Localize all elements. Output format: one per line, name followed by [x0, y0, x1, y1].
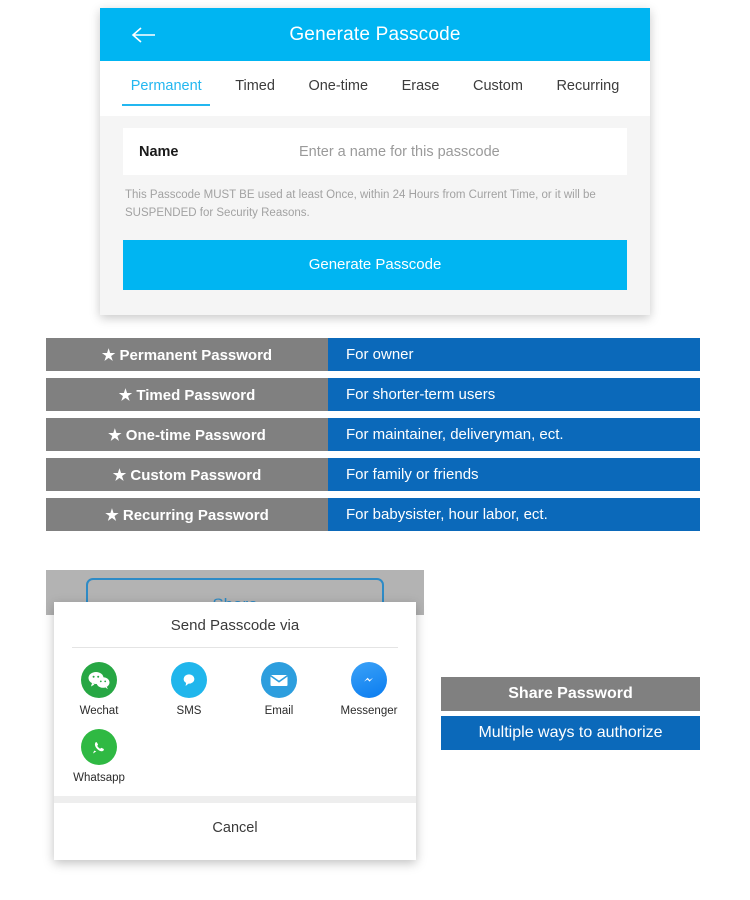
name-label: Name [139, 143, 179, 160]
tab-one-time[interactable]: One-time [308, 78, 369, 94]
generate-passcode-button[interactable]: Generate Passcode [123, 240, 627, 290]
name-field-row[interactable] [123, 128, 627, 175]
share-sheet [54, 602, 416, 860]
row-desc-label: For shorter-term users [328, 378, 700, 411]
share-target-whatsapp[interactable] [54, 729, 144, 784]
tab-erase[interactable]: Erase [401, 78, 440, 94]
share-captions [441, 677, 700, 750]
cancel-button[interactable]: Cancel [54, 803, 416, 853]
tab-permanent[interactable]: Permanent [114, 61, 218, 106]
messenger-icon [351, 662, 387, 698]
tab-timed[interactable]: Timed [235, 78, 275, 94]
row-desc-label: For family or friends [328, 458, 700, 491]
caption-title: Share Password [441, 677, 700, 711]
wechat-icon [81, 662, 117, 698]
row-type-label: ★ One-time Password [46, 418, 328, 451]
share-target-wechat[interactable] [54, 662, 144, 717]
table-row [46, 338, 700, 371]
email-icon [261, 662, 297, 698]
share-target-label: Whatsapp [73, 772, 125, 784]
row-type-label: ★ Custom Password [46, 458, 328, 491]
share-target-label: Messenger [340, 705, 398, 717]
name-input[interactable]: Enter a name for this passcode [299, 143, 500, 160]
phone-screenshot-card [100, 8, 650, 315]
table-row [46, 418, 700, 451]
back-arrow-icon[interactable] [130, 22, 156, 48]
row-type-label: ★ Timed Password [46, 378, 328, 411]
tab-custom[interactable]: Custom [472, 78, 523, 94]
share-target-email[interactable] [234, 662, 324, 717]
sms-icon [171, 662, 207, 698]
share-target-label: Email [264, 705, 294, 717]
row-type-label: ★ Permanent Password [46, 338, 328, 371]
page-title: Generate Passcode [289, 23, 461, 45]
share-sheet-screenshot [46, 570, 424, 860]
security-note: This Passcode MUST BE used at least Once, within 24 Hours from Current Time, or it will be SUSPENDED for Security Reasons. [125, 189, 596, 219]
form-area [100, 116, 650, 290]
share-target-sms[interactable] [144, 662, 234, 717]
row-desc-label: For maintainer, deliveryman, ect. [328, 418, 700, 451]
row-type-label: ★ Recurring Password [46, 498, 328, 531]
sheet-separator [54, 796, 416, 803]
password-type-table [46, 338, 700, 538]
whatsapp-icon [81, 729, 117, 765]
share-target-label: Wechat [79, 705, 119, 717]
tab-recurring[interactable]: Recurring [556, 78, 620, 94]
table-row [46, 498, 700, 531]
tab-bar [100, 61, 650, 116]
share-target-label: SMS [176, 705, 202, 717]
table-row [46, 378, 700, 411]
row-desc-label: For owner [328, 338, 700, 371]
caption-subtitle: Multiple ways to authorize [441, 716, 700, 750]
app-header [100, 8, 650, 61]
share-sheet-title: Send Passcode via [170, 617, 300, 634]
share-target-grid [54, 648, 416, 796]
table-row [46, 458, 700, 491]
row-desc-label: For babysister, hour labor, ect. [328, 498, 700, 531]
share-target-messenger[interactable] [324, 662, 414, 717]
